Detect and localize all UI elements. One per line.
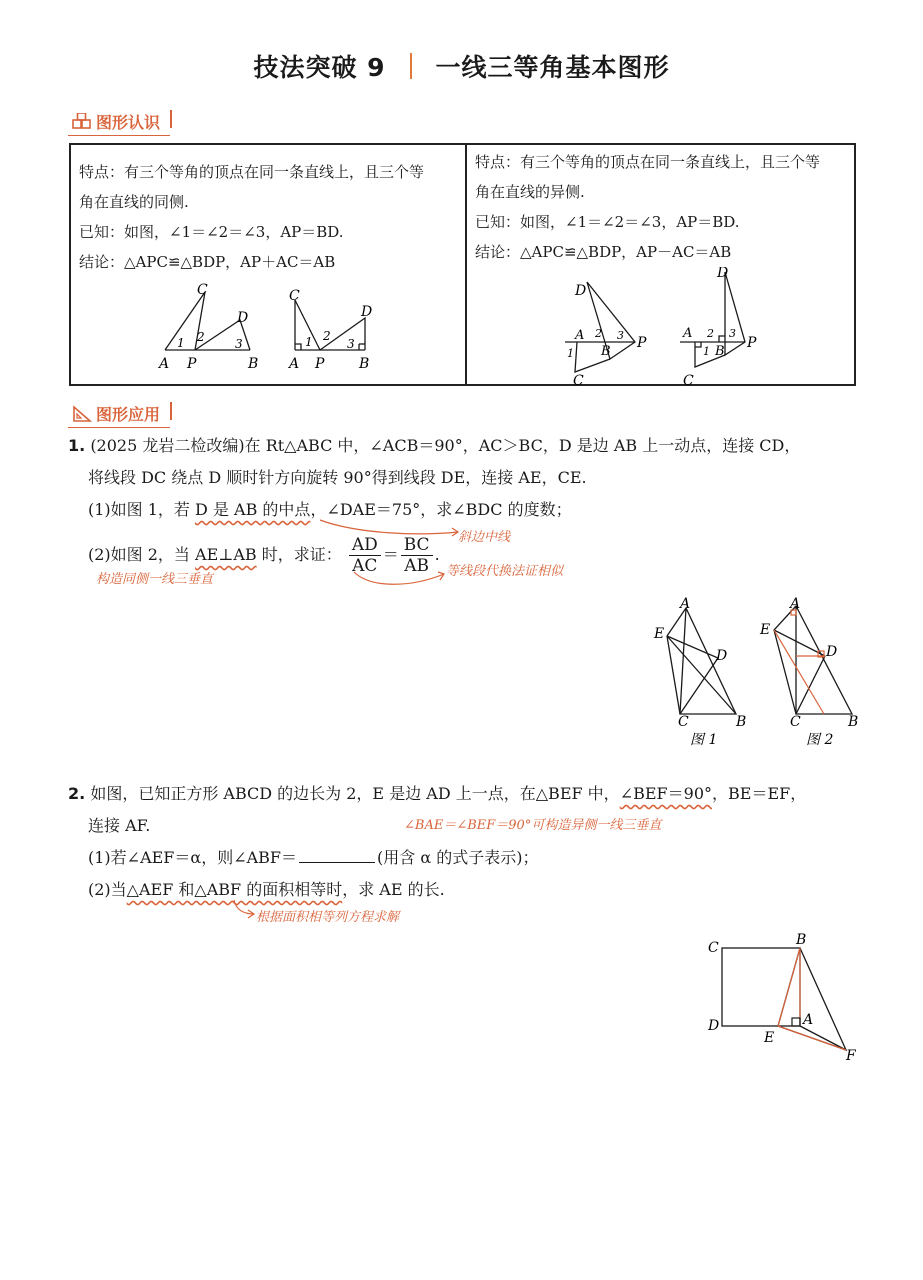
angle-2-4: 2 <box>707 327 714 340</box>
label-C-3: C <box>573 373 584 385</box>
problem-2-question-2: (2)当△AEF 和△ABF 的面积相等时，求 AE 的长. <box>88 880 445 899</box>
title-left: 技法突破 9 <box>253 53 386 82</box>
p2-area-highlight: △AEF 和△ABF 的面积相等时 <box>126 880 343 899</box>
cubes-icon <box>72 113 92 131</box>
fig1-label-C: C <box>678 714 689 730</box>
problem-1-figures <box>650 596 870 756</box>
section-application-title: 图形应用 <box>96 405 161 424</box>
fraction-bc-ab: $\frac{BC}{AB}$ <box>401 535 433 576</box>
problem-1-text-1: (2025 龙岩二检改编)在 Rt△ABC 中，∠ACB＝90°，AC＞BC，D 是边 AB 上一动点，连接 CD， <box>90 436 801 455</box>
note-hypotenuse-median: 斜边中线 <box>458 530 511 545</box>
fig3-label-C: C <box>708 940 719 956</box>
label-A-3: A <box>575 328 585 343</box>
fig3-label-F: F <box>846 1048 856 1064</box>
label-A: A <box>159 356 170 372</box>
title-divider <box>410 53 412 79</box>
note-area-equation: 根据面积相等列方程求解 <box>256 910 400 925</box>
angle-3-3: 3 <box>617 329 624 342</box>
fig3-label-E: E <box>764 1030 775 1046</box>
label-P: P <box>187 356 197 372</box>
fig2-label-B: B <box>848 714 859 730</box>
section-application-tag <box>68 400 170 428</box>
problem-1-question-2: (2)如图 2，当 AE⊥AB 时，求证： $\frac{AD}{AC}$ ＝ $\frac{BC}{AB}$ . <box>88 535 440 576</box>
angle-3: 3 <box>235 337 243 351</box>
opposite-side-figure-right-angle <box>680 272 745 367</box>
note-arrow-3 <box>232 898 258 920</box>
label-B: B <box>248 356 259 372</box>
angle-1: 1 <box>177 336 185 350</box>
label-B-3: B <box>601 344 611 359</box>
figure-2-auxiliary <box>774 610 825 714</box>
left-given: 已知：如图，∠1＝∠2＝∠3，AP＝BD. <box>79 223 344 241</box>
fig2-label-C: C <box>790 714 801 730</box>
label-D-4: D <box>717 267 729 281</box>
figure-1-caption: 图 1 <box>690 732 718 748</box>
title-right: 一线三等角基本图形 <box>435 53 670 82</box>
page-title <box>0 48 923 84</box>
fig1-label-E: E <box>654 626 665 642</box>
left-cell-text <box>79 157 424 277</box>
left-feature-1: 特点：有三个等角的顶点在同一条直线上，且三个等 <box>79 163 425 181</box>
right-feature-2: 角在直线的异侧. <box>475 183 585 201</box>
label-B-4: B <box>715 344 725 359</box>
angle-3-2: 3 <box>347 337 355 351</box>
label-P-4: P <box>747 335 757 351</box>
label-C: C <box>197 282 208 298</box>
fig1-label-A: A <box>680 596 691 612</box>
label-P-3: P <box>637 335 647 351</box>
angle-1-3: 1 <box>567 347 574 360</box>
right-given: 已知：如图，∠1＝∠2＝∠3，AP＝BD. <box>475 213 740 231</box>
fig3-label-D: D <box>708 1018 720 1034</box>
left-conclusion: 结论：△APC≌△BDP，AP＋AC＝AB <box>79 253 336 271</box>
left-feature-2: 角在直线的同侧. <box>79 193 189 211</box>
p2-angle-highlight: ∠BEF＝90° <box>619 784 712 803</box>
angle-1-2: 1 <box>305 335 313 349</box>
label-A-4: A <box>683 326 693 341</box>
label-P-2: P <box>315 356 325 372</box>
fig1-label-D: D <box>716 648 728 664</box>
right-feature-1: 特点：有三个等角的顶点在同一条直线上，且三个等 <box>475 153 821 171</box>
fig1-label-B: B <box>736 714 747 730</box>
label-C-2: C <box>289 288 300 304</box>
note-opposite-side: ∠BAE＝∠BEF＝90°可构造异侧一线三垂直 <box>404 818 662 833</box>
angle-1-4: 1 <box>703 345 710 358</box>
fig3-label-B: B <box>796 932 807 948</box>
problem-2-line-1: 2. 如图，已知正方形 ABCD 的边长为 2，E 是边 AD 上一点，在△BEF 中，∠BEF＝90°，BE＝EF， <box>68 784 807 803</box>
section-recognition-tag <box>68 108 170 136</box>
box-divider <box>465 145 467 384</box>
note-arrow-2 <box>350 570 450 592</box>
figure-recognition-box <box>69 143 856 386</box>
problem-1-question-1: (1)如图 1，若 D 是 AB 的中点，∠DAE＝75°，求∠BDC 的度数； <box>88 500 572 519</box>
problem-1-line-2: 将线段 DC 绕点 D 顺时针方向旋转 90°得到线段 DE，连接 AE，CE. <box>88 468 587 487</box>
label-D-2: D <box>361 304 373 320</box>
fig2-label-D: D <box>826 644 838 660</box>
note-equal-segments: 等线段代换法证相似 <box>446 564 564 579</box>
square-abcd <box>722 948 846 1050</box>
problem-2-number: 2. <box>68 784 86 803</box>
problem-2-figure <box>700 930 870 1070</box>
fig2-label-E: E <box>760 622 771 638</box>
figure-2-caption: 图 2 <box>806 732 834 748</box>
label-D: D <box>237 310 249 326</box>
fig3-label-A: A <box>803 1012 814 1028</box>
set-square-icon <box>72 405 92 423</box>
label-D-3: D <box>575 283 587 299</box>
p1-q1-highlight: D 是 AB 的中点 <box>195 500 311 519</box>
problem-2-auxiliary <box>778 948 846 1050</box>
problem-2-question-1: (1)若∠AEF＝α，则∠ABF＝ (用含 α 的式子表示)； <box>88 848 539 867</box>
label-B-2: B <box>359 356 370 372</box>
answer-blank[interactable] <box>299 848 375 863</box>
problem-2-line-2: 连接 AF. <box>88 816 151 835</box>
p1-q2-highlight: AE⊥AB <box>195 545 257 564</box>
angle-2: 2 <box>197 330 205 344</box>
problem-1-number: 1. <box>68 436 86 455</box>
note-same-side: 构造同侧一线三垂直 <box>96 572 214 587</box>
fig2-label-A: A <box>790 596 801 612</box>
right-cell-text <box>475 147 820 267</box>
opposite-side-figures <box>565 267 805 385</box>
angle-2-2: 2 <box>323 329 331 343</box>
section-recognition-title: 图形认识 <box>96 113 161 132</box>
label-A-2: A <box>289 356 300 372</box>
label-C-4: C <box>683 373 694 385</box>
right-conclusion: 结论：△APC≌△BDP，AP－AC＝AB <box>475 243 732 261</box>
angle-3-4: 3 <box>729 327 736 340</box>
fraction-ad-ac: $\frac{AD}{AC}$ <box>349 535 381 576</box>
same-side-figures <box>155 280 455 375</box>
problem-1-line-1 <box>68 430 800 462</box>
angle-2-3: 2 <box>595 327 602 340</box>
figure-2 <box>774 606 852 714</box>
